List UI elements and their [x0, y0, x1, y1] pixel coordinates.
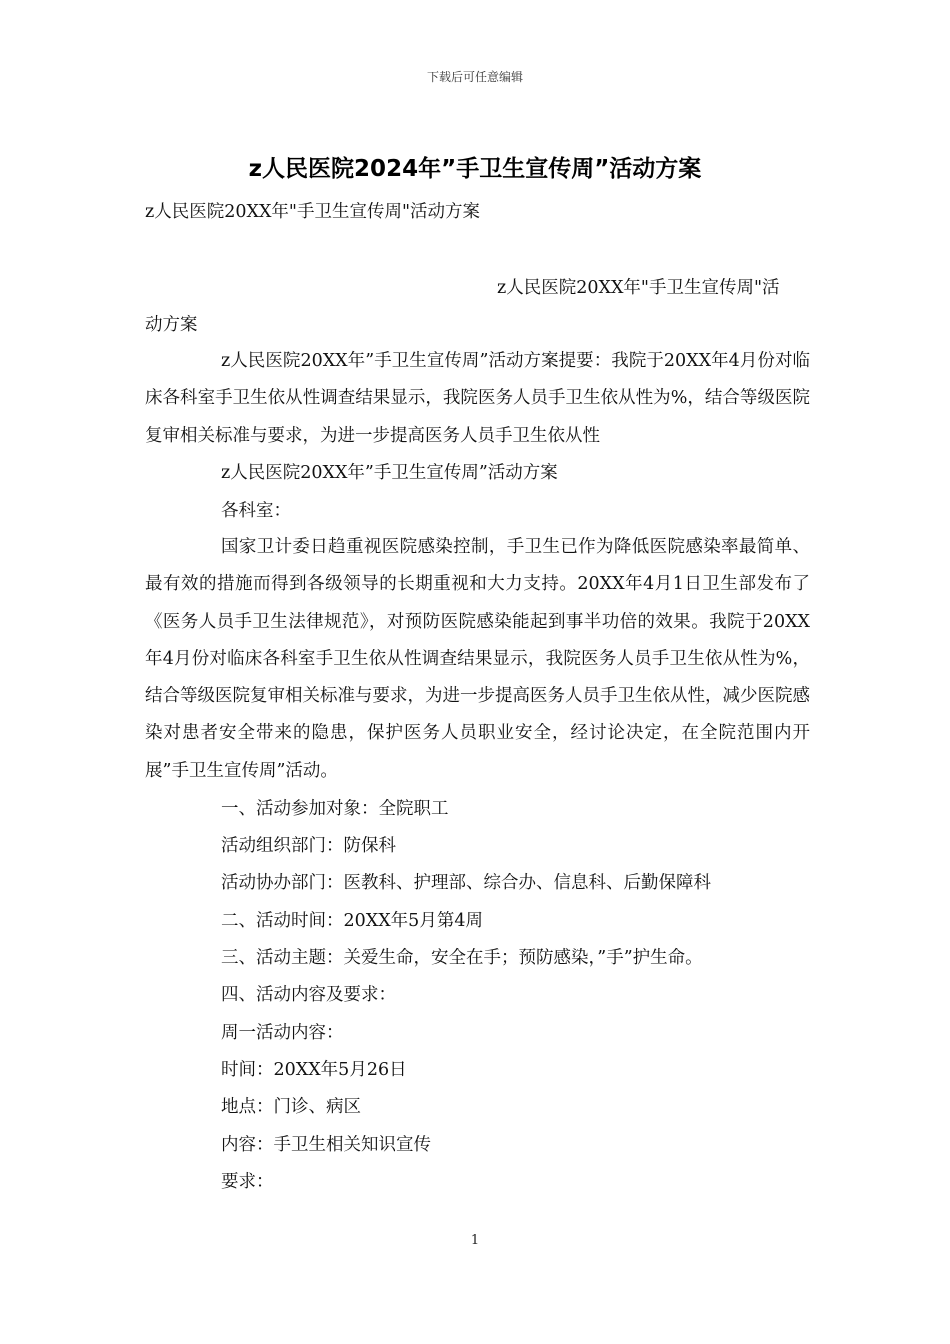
- salutation: 各科室：: [221, 501, 291, 521]
- section-heading: z人民医院20XX年”手卫生宣传周”活动方案: [221, 463, 558, 483]
- document-subtitle: z人民医院20XX年"手卫生宣传周"活动方案: [145, 202, 481, 222]
- list-item: 一、活动参加对象：全院职工: [221, 799, 449, 819]
- list-item: 要求：: [221, 1172, 274, 1192]
- summary-text: z人民医院20XX年”手卫生宣传周”活动方案提要：我院于20XX年4月份对临床各科室手卫生依从性调查结果显示，我院医务人员手卫生依从性为%，结合等级医院复审相关标准与要求，为进一步提高医务人员手卫生依从性: [145, 351, 810, 446]
- page-number: 1: [470, 1233, 480, 1248]
- list-item: 内容：手卫生相关知识宣传: [221, 1135, 431, 1155]
- right-aligned-heading-continuation: 动方案: [145, 315, 198, 335]
- list-item: 四、活动内容及要求：: [221, 985, 396, 1005]
- list-item: 地点：门诊、病区: [221, 1097, 361, 1117]
- document-title: z人民医院2024年”手卫生宣传周”活动方案: [248, 156, 702, 182]
- list-item: 活动组织部门：防保科: [221, 836, 396, 856]
- list-item: 周一活动内容：: [221, 1023, 344, 1043]
- main-paragraph: [145, 529, 810, 790]
- right-aligned-heading: z人民医院20XX年"手卫生宣传周"活: [497, 278, 780, 298]
- summary-paragraph: [145, 343, 810, 455]
- list-item: 活动协办部门：医教科、护理部、综合办、信息科、后勤保障科: [221, 873, 711, 893]
- main-paragraph-text: 国家卫计委日趋重视医院感染控制，手卫生已作为降低医院感染率最简单、最有效的措施而得到各级领导的长期重视和大力支持。20XX年4月1日卫生部发布了《医务人员手卫生法律规范》，对预防医院感染能起到事半功倍的效果。我院于20XX年4月份对临床各科室手卫生依从性调查结果显示，我院医务人员手卫生依从性为%，结合等级医院复审相关标准与要求，为进一步提高医务人员手卫生依从性，减少医院感染对患者安全带来的隐患，保护医务人员职业安全，经讨论决定，在全院范围内开展”手卫生宣传周”活动。: [145, 537, 810, 781]
- list-item: 二、活动时间：20XX年5月第4周: [221, 911, 483, 931]
- header-note: 下载后可任意编辑: [426, 70, 523, 84]
- list-item: 三、活动主题：关爱生命，安全在手；预防感染，”手”护生命。: [221, 948, 703, 968]
- list-item: 时间：20XX年5月26日: [221, 1060, 407, 1080]
